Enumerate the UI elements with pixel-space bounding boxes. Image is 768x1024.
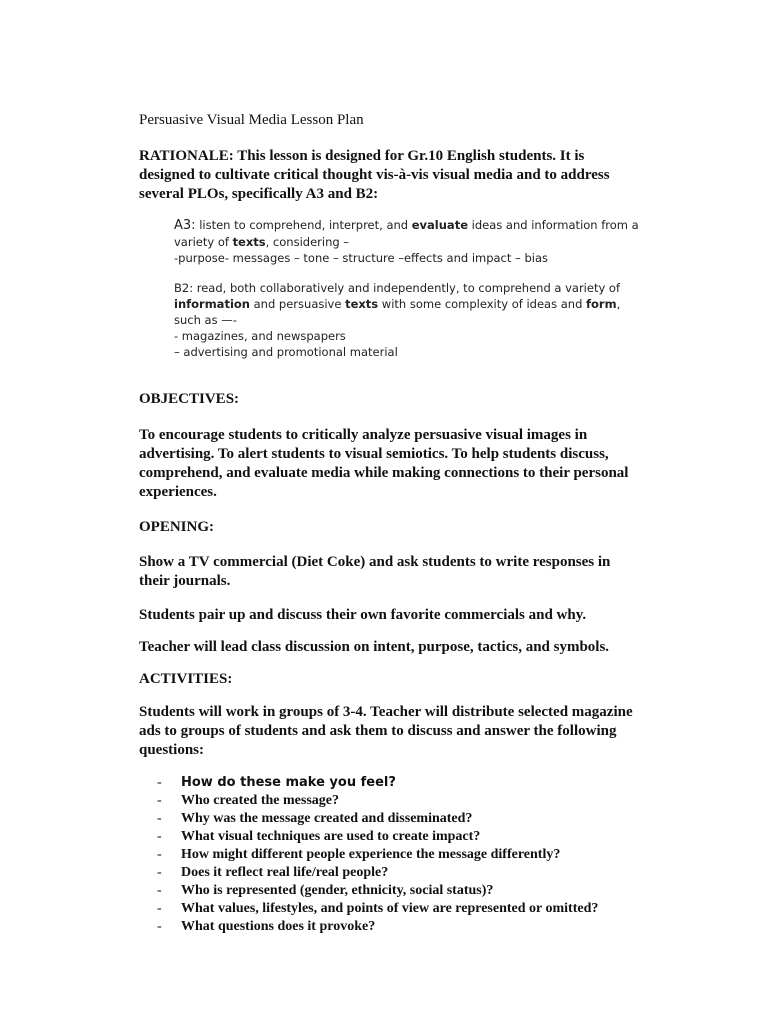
objectives-heading: OBJECTIVES: <box>139 391 240 407</box>
list-item: - What visual techniques are used to create impact? <box>157 829 481 844</box>
opening-paragraph-1: Show a TV commercial (Diet Coke) and ask students to write responses in their journals. <box>139 554 611 589</box>
bullet-dash: - <box>157 793 162 808</box>
list-item: - What values, lifestyles, and points of view are represented or omitted? <box>157 901 599 916</box>
plo-b2-magazines: - magazines, and newspapers <box>174 329 346 343</box>
document-title: Persuasive Visual Media Lesson Plan <box>139 112 364 128</box>
objectives-text: To encourage students to critically analyze persuasive visual images in advertising. To alert students to visual semiotics. To help students discuss, comprehend, and evaluate media while making connections to their personal experiences. <box>139 427 629 500</box>
bullet-dash: - <box>157 865 162 880</box>
bullet-dash: - <box>157 775 162 790</box>
bullet-dash: - <box>157 901 162 916</box>
rationale-paragraph: RATIONALE: This lesson is designed for Gr.10 English students. It is designed to cultivate critical thought vis-à-vis visual media and to address several PLOs, specifically A3 and B2: <box>139 148 610 202</box>
list-item: - How do these make you feel? <box>157 775 396 790</box>
list-item: - How might different people experience the message differently? <box>157 847 561 862</box>
opening-paragraph-3: Teacher will lead class discussion on intent, purpose, tactics, and symbols. <box>139 639 610 655</box>
plo-b2: B2: read, both collaboratively and independently, to comprehend a variety of information and persuasive texts with some complexity of ideas and form, such as —- - magazines, and newspapers – advertising and promotional material <box>174 281 621 359</box>
discussion-questions-list <box>139 774 639 936</box>
list-item: - Why was the message created and disseminated? <box>157 811 473 826</box>
bullet-dash: - <box>157 829 162 844</box>
bullet-dash: - <box>157 883 162 898</box>
plo-b2-advertising: – advertising and promotional material <box>174 345 398 359</box>
activities-heading: ACTIVITIES: <box>139 671 233 687</box>
list-item: - Does it reflect real life/real people? <box>157 865 389 880</box>
plo-a3-considerations: -purpose- messages – tone – structure –effects and impact – bias <box>174 251 548 265</box>
list-item: - Who created the message? <box>157 793 339 808</box>
list-item: - Who is represented (gender, ethnicity, social status)? <box>157 883 494 898</box>
bullet-dash: - <box>157 847 162 862</box>
list-item: - What questions does it provoke? <box>157 919 376 934</box>
lesson-plan-body <box>139 110 639 936</box>
bullet-dash: - <box>157 919 162 934</box>
opening-paragraph-2: Students pair up and discuss their own favorite commercials and why. <box>139 607 587 623</box>
plo-a3-label: A3: <box>174 218 196 233</box>
plo-a3: A3: listen to comprehend, interpret, and evaluate ideas and information from a variety of texts, considering – -purpose- messages – tone – structure –effects and impact – bias <box>174 218 639 265</box>
bullet-dash: - <box>157 811 162 826</box>
opening-heading: OPENING: <box>139 519 214 535</box>
activities-text: Students will work in groups of 3-4. Teacher will distribute selected magazine ads to groups of students and ask them to discuss and answer the following questions: <box>139 704 633 758</box>
